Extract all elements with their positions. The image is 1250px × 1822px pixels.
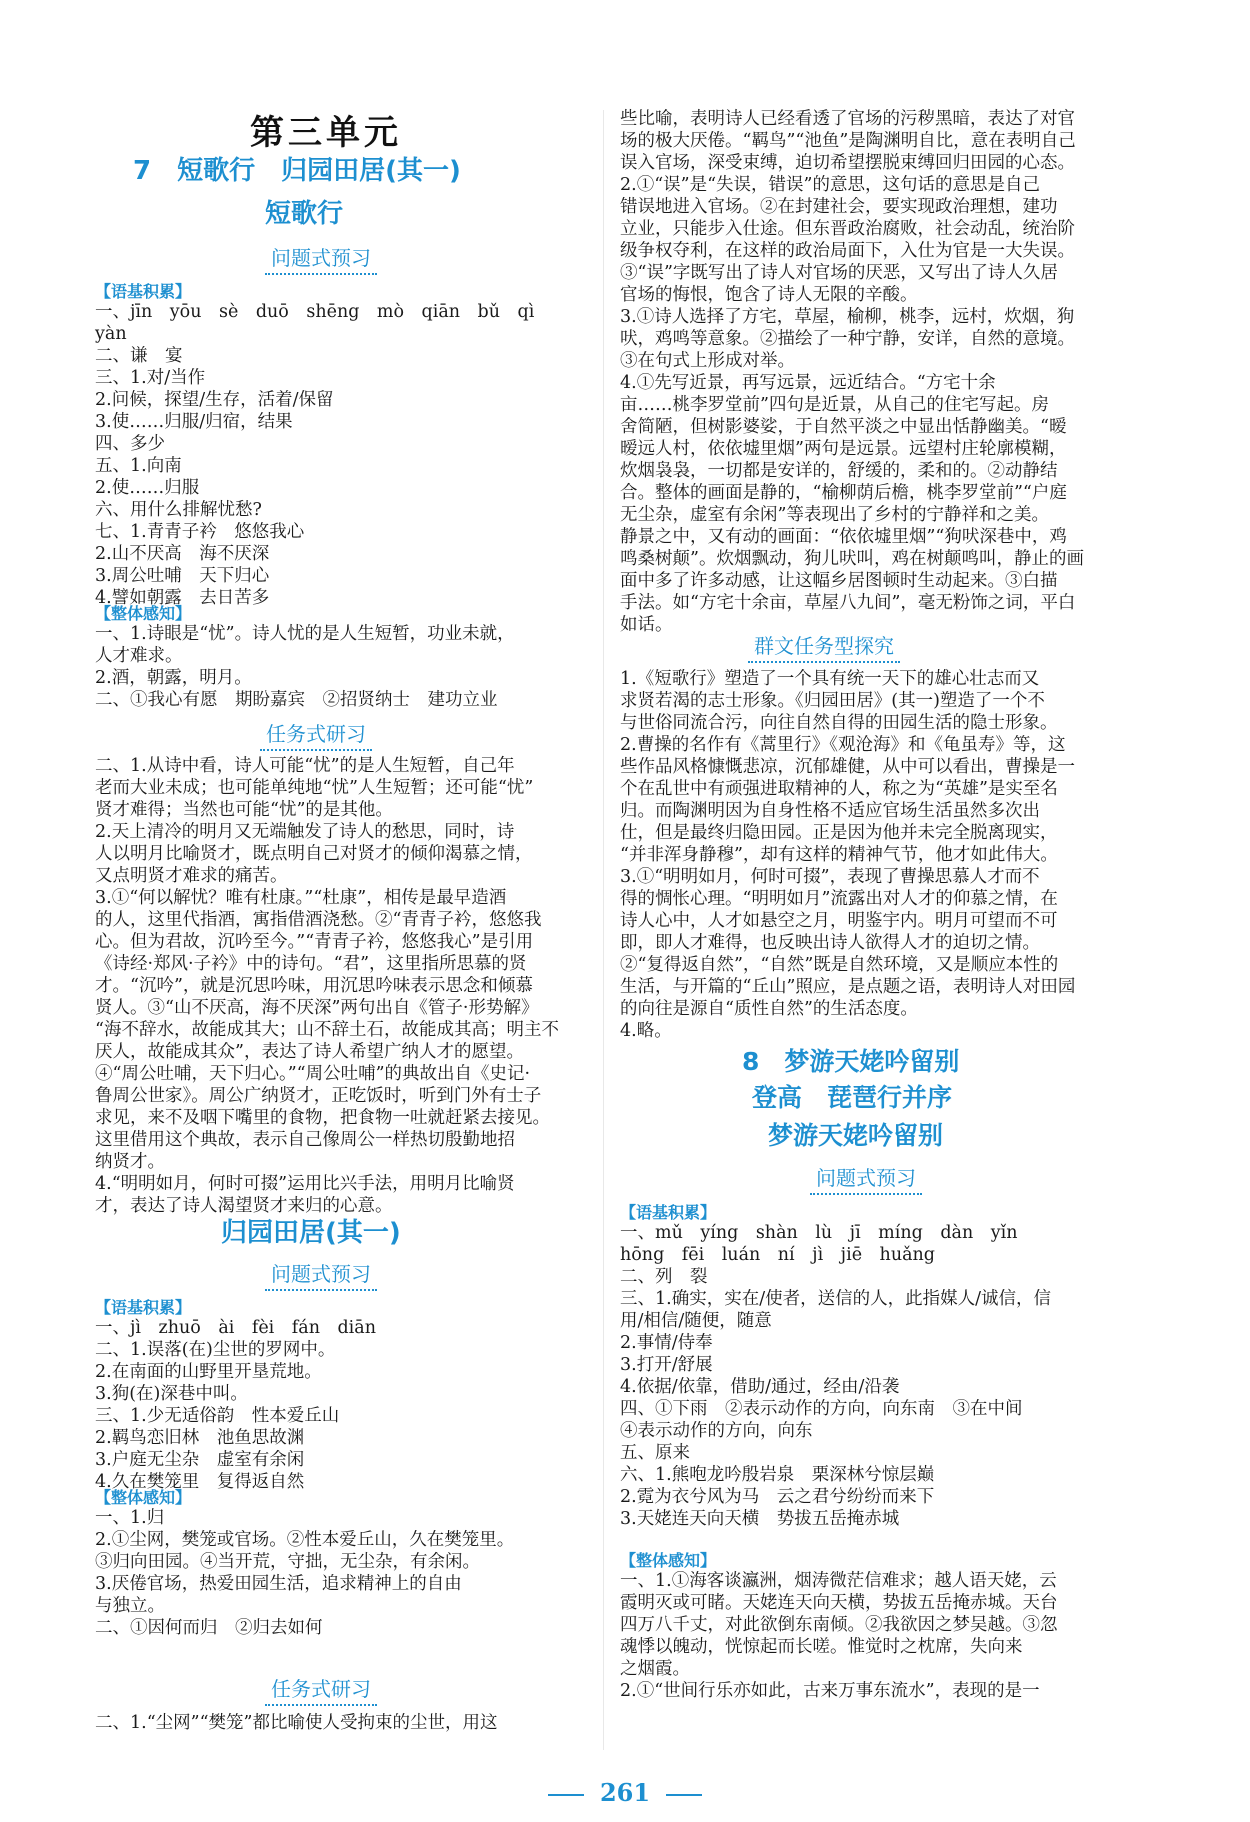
text-line: 面中多了许多动感，让这幅乡居图顿时生动起来。③白描 xyxy=(620,571,1058,591)
text-line: ④“周公吐哺，天下归心。”“周公吐哺”的典故出自《史记· xyxy=(95,1064,531,1084)
text-line: 一、1.①海客谈瀛洲，烟涛微茫信难求；越人语天姥，云 xyxy=(620,1571,1057,1591)
tag-vocabulary: 【语基积累】 xyxy=(95,1298,192,1317)
section-title-mengyou: 梦游天姥吟留别 xyxy=(768,1121,944,1150)
text-line: 4.久在樊笼里 复得返自然 xyxy=(95,1472,305,1492)
text-line: 之烟霞。 xyxy=(620,1659,690,1679)
text-line: 手法。如“方宅十余亩，草屋八九间”，毫无粉饰之词，平白 xyxy=(620,593,1076,613)
text-line: 合。整体的画面是静的，“榆柳荫后檐，桃李罗堂前”“户庭 xyxy=(620,483,1067,503)
text-line: 暧远人村，依依墟里烟”两句是远景。远望村庄轮廓模糊， xyxy=(620,439,1067,459)
text-line: 用/相信/随便，随意 xyxy=(620,1311,772,1331)
text-line: 3.户庭无尘杂 虚室有余闲 xyxy=(95,1450,305,1470)
text-line: 心。但为君故，沉吟至今。”“青青子衿，悠悠我心”是引用 xyxy=(95,932,534,952)
text-line: 些比喻，表明诗人已经看透了官场的污秽黑暗，表达了对官 xyxy=(620,109,1075,129)
text-line: hōng fēi luán ní jì jiē huǎng xyxy=(620,1245,935,1265)
text-line: 2.①尘网，樊笼或官场。②性本爱丘山，久在樊笼里。 xyxy=(95,1530,515,1550)
text-line: 二、①我心有愿 期盼嘉宾 ②招贤纳士 建功立业 xyxy=(95,690,498,710)
text-line: 一、jīn yōu sè duō shēng mò qiān bǔ qì xyxy=(95,302,535,322)
text-line: ③在句式上形成对举。 xyxy=(620,351,795,371)
text-line: 立业，只能步入仕途。但东晋政治腐败，社会动乱，统治阶 xyxy=(620,219,1075,239)
text-line: 2.①“世间行乐亦如此，古来万事东流水”，表现的是一 xyxy=(620,1681,1040,1701)
text-line: 鸣桑树颠”。炊烟飘动，狗儿吠叫，鸡在树颠鸣叫，静止的画 xyxy=(620,549,1084,569)
text-line: ③“误”字既写出了诗人对官场的厌恶，又写出了诗人久居 xyxy=(620,263,1058,283)
text-line: 鲁周公世家》。周公广纳贤才，正吃饭时，听到门外有士子 xyxy=(95,1086,542,1106)
text-line: 如话。 xyxy=(620,615,673,635)
subheading-preview: 问题式预习 xyxy=(265,242,377,271)
text-line: 二、列 裂 xyxy=(620,1267,708,1287)
text-line: 人才难求。 xyxy=(95,646,183,666)
text-line: 四、①下雨 ②表示动作的方向，向东南 ③在中间 xyxy=(620,1399,1023,1419)
text-line: 二、1.误落(在)尘世的罗网中。 xyxy=(95,1340,336,1360)
text-line: 诗人心中，人才如悬空之月，明鉴宇内。明月可望而不可 xyxy=(620,911,1058,931)
text-line: 3.天姥连天向天横 势拔五岳掩赤城 xyxy=(620,1509,900,1529)
text-line: 魂悸以魄动，恍惊起而长嗟。惟觉时之枕席，失向来 xyxy=(620,1637,1023,1657)
text-line: 亩……桃李罗堂前”四句是近景，从自己的住宅写起。房 xyxy=(620,395,1049,415)
text-line: 2.使……归服 xyxy=(95,478,200,498)
text-line: ④表示动作的方向，向东 xyxy=(620,1421,813,1441)
text-line: 霞明灭或可睹。天姥连天向天横，势拔五岳掩赤城。天台 xyxy=(620,1593,1058,1613)
text-line: 五、1.向南 xyxy=(95,456,182,476)
chapter-8-subtitle: 登高 琵琶行并序 xyxy=(752,1083,953,1112)
text-line: 些作品风格慷慨悲凉，沉郁雄健，从中可以看出，曹操是一 xyxy=(620,757,1075,777)
text-line: 求见，来不及咽下嘴里的食物，把食物一吐就赶紧去接见。 xyxy=(95,1108,550,1128)
text-line: 六、用什么排解忧愁? xyxy=(95,500,262,520)
tag-overall: 【整体感知】 xyxy=(620,1551,717,1570)
text-line: 误入官场，深受束缚，迫切希望摆脱束缚回归田园的心态。 xyxy=(620,153,1075,173)
text-line: 一、jì zhuō ài fèi fán diān xyxy=(95,1318,376,1338)
text-line: 3.使……归服/归宿，结果 xyxy=(95,412,293,432)
text-line: 一、1.诗眼是“忧”。诗人忧的是人生短暂，功业未就， xyxy=(95,624,515,644)
text-line: 1.《短歌行》塑造了一个具有统一天下的雄心壮志而又 xyxy=(620,669,1040,689)
chapter-7-title: 7 短歌行 归园田居(其一) xyxy=(133,156,461,186)
text-line: 级争权夺利，在这样的政治局面下，入仕为官是一大失误。 xyxy=(620,241,1075,261)
tag-vocabulary: 【语基积累】 xyxy=(620,1203,717,1222)
subheading-study: 任务式研习 xyxy=(260,718,372,747)
tag-overall: 【整体感知】 xyxy=(95,1488,192,1507)
tag-overall: 【整体感知】 xyxy=(95,604,192,623)
text-line: 3.狗(在)深巷中叫。 xyxy=(95,1384,248,1404)
column-divider xyxy=(603,110,604,1750)
text-line: 一、1.归 xyxy=(95,1508,165,1528)
text-line: 3.①诗人选择了方宅，草屋，榆柳，桃李，远村，炊烟，狗 xyxy=(620,307,1075,327)
text-line: 2.山不厌高 海不厌深 xyxy=(95,544,270,564)
text-line: 人以明月比喻贤才，既点明自己对贤才的倾仰渴慕之情， xyxy=(95,844,533,864)
page-number-footer xyxy=(0,1778,1250,1807)
text-line: 4.譬如朝露 去日苦多 xyxy=(95,588,270,608)
text-line: 2.在南面的山野里开垦荒地。 xyxy=(95,1362,322,1382)
page-number: 261 xyxy=(599,1778,651,1807)
text-line: 贤人。③“山不厌高，海不厌深”两句出自《管子·形势解》 xyxy=(95,998,539,1018)
text-line: 静景之中，又有动的画面：“依依墟里烟”“狗吠深巷中，鸡 xyxy=(620,527,1067,547)
unit-title: 第三单元 xyxy=(250,113,402,153)
text-line: ③归向田园。④当开荒，守拙，无尘杂，有余闲。 xyxy=(95,1552,480,1572)
text-line: 又点明贤才难求的痛苦。 xyxy=(95,866,288,886)
text-line: 七、1.青青子衿 悠悠我心 xyxy=(95,522,305,542)
text-line: 才。“沉吟”，就是沉思吟味，用沉思吟味表示思念和倾慕 xyxy=(95,976,533,996)
subheading-preview: 问题式预习 xyxy=(265,1258,377,1287)
text-line: 吠，鸡鸣等意象。②描绘了一种宁静，安详，自然的意境。 xyxy=(620,329,1075,349)
chapter-8-title: 8 梦游天姥吟留别 xyxy=(742,1047,960,1076)
text-line: 炊烟袅袅，一切都是安详的，舒缓的，柔和的。②动静结 xyxy=(620,461,1058,481)
text-line: 求贤若渴的志士形象。《归园田居》(其一)塑造了一个不 xyxy=(620,691,1045,711)
text-line: 二、1.“尘网”“樊笼”都比喻使人受拘束的尘世，用这 xyxy=(95,1713,498,1733)
text-line: 仕，但是最终归隐田园。正是因为他并未完全脱离现实， xyxy=(620,823,1058,843)
subheading-study: 任务式研习 xyxy=(265,1673,377,1702)
text-line: 《诗经·郑风·子衿》中的诗句。“君”，这里指所思慕的贤 xyxy=(95,954,527,974)
text-line: 四、多少 xyxy=(95,434,165,454)
section-title-duangexing: 短歌行 xyxy=(265,199,344,229)
text-line: 二、①因何而归 ②归去如何 xyxy=(95,1618,323,1638)
text-line: 一、mǔ yíng shàn lù jī míng dàn yǐn xyxy=(620,1223,1018,1243)
text-line: 二、1.从诗中看，诗人可能“忧”的是人生短暂，自己年 xyxy=(95,756,515,776)
text-line: 生活，与开篇的“丘山”照应，是点题之语，表明诗人对田园 xyxy=(620,977,1076,997)
text-line: 纳贤才。 xyxy=(95,1152,165,1172)
tag-vocabulary: 【语基积累】 xyxy=(95,282,192,301)
section-title-guiyuantianju: 归园田居(其一) xyxy=(221,1218,401,1248)
text-line: 归。而陶渊明因为自身性格不适应官场生活虽然多次出 xyxy=(620,801,1040,821)
text-line: 五、原来 xyxy=(620,1443,690,1463)
text-line: 这里借用这个典故，表示自己像周公一样热切殷勤地招 xyxy=(95,1130,515,1150)
text-line: 2.曹操的名作有《蒿里行》《观沧海》和《龟虽寿》等，这 xyxy=(620,735,1066,755)
text-line: 3.打开/舒展 xyxy=(620,1355,713,1375)
text-line: 的向往是源自“质性自然”的生活态度。 xyxy=(620,999,918,1019)
text-line: 才，表达了诗人渴望贤才来归的心意。 xyxy=(95,1196,393,1216)
text-line: 三、1.确实，实在/使者，送信的人，此指媒人/诚信，信 xyxy=(620,1289,1051,1309)
text-line: 老而大业未成；也可能单纯地“忧”人生短暂；还可能“忧” xyxy=(95,778,534,798)
text-line: 4.略。 xyxy=(620,1021,672,1041)
text-line: 官场的悔恨，饱含了诗人无限的辛酸。 xyxy=(620,285,918,305)
text-line: 与独立。 xyxy=(95,1596,165,1616)
text-line: 无尘杂，虚室有余闲”等表现出了乡村的宁静祥和之美。 xyxy=(620,505,1049,525)
text-line: “海不辞水，故能成其大；山不辞土石，故能成其高；明主不 xyxy=(95,1020,559,1040)
text-line: 3.周公吐哺 天下归心 xyxy=(95,566,270,586)
text-line: 四万八千丈，对此欲倒东南倾。②我欲因之梦吴越。③忽 xyxy=(620,1615,1058,1635)
text-line: 个在乱世中有顽强进取精神的人，称之为“英雄”是实至名 xyxy=(620,779,1058,799)
text-line: 2.事情/侍奉 xyxy=(620,1333,713,1353)
text-line: 2.天上清冷的明月又无端触发了诗人的愁思，同时，诗 xyxy=(95,822,515,842)
subheading-preview: 问题式预习 xyxy=(810,1162,922,1191)
text-line: 3.厌倦官场，热爱田园生活，追求精神上的自由 xyxy=(95,1574,462,1594)
text-line: 二、谦 宴 xyxy=(95,346,183,366)
text-line: 4.依据/依靠，借助/通过，经由/沿袭 xyxy=(620,1377,900,1397)
text-line: 贤才难得；当然也可能“忧”的是其他。 xyxy=(95,800,393,820)
text-line: 3.①“何以解忧？唯有杜康。”“杜康”，相传是最早造酒 xyxy=(95,888,507,908)
text-line: 得的惆怅心理。“明明如月”流露出对人才的仰慕之情，在 xyxy=(620,889,1058,909)
text-line: ②“复得返自然”，“自然”既是自然环境，又是顺应本性的 xyxy=(620,955,1059,975)
text-line: 三、1.对/当作 xyxy=(95,368,206,388)
text-line: 2.霓为衣兮风为马 云之君兮纷纷而来下 xyxy=(620,1487,935,1507)
text-line: 厌人，故能成其众”，表达了诗人希望广纳人才的愿望。 xyxy=(95,1042,524,1062)
subheading-group-task: 群文任务型探究 xyxy=(748,630,900,659)
text-line: “并非浑身静穆”，却有这样的精神气节，他才如此伟大。 xyxy=(620,845,1058,865)
text-line: 2.羁鸟恋旧林 池鱼思故渊 xyxy=(95,1428,305,1448)
text-line: 3.①“明明如月，何时可掇”，表现了曹操思慕人才而不 xyxy=(620,867,1040,887)
text-line: 与世俗同流合污，向往自然自得的田园生活的隐士形象。 xyxy=(620,713,1058,733)
text-line: 三、1.少无适俗韵 性本爱丘山 xyxy=(95,1406,340,1426)
text-line: 场的极大厌倦。“羁鸟”“池鱼”是陶渊明自比，意在表明自己 xyxy=(620,131,1076,151)
text-line: yàn xyxy=(95,324,127,344)
text-line: 错误地进入官场。②在封建社会，要实现政治理想，建功 xyxy=(620,197,1058,217)
text-line: 六、1.熊咆龙吟殷岩泉 栗深林兮惊层巅 xyxy=(620,1465,935,1485)
text-line: 即，即人才难得，也反映出诗人欲得人才的迫切之情。 xyxy=(620,933,1040,953)
text-line: 4.①先写近景，再写远景，远近结合。“方宅十余 xyxy=(620,373,996,393)
text-line: 2.问候，探望/生存，活着/保留 xyxy=(95,390,334,410)
text-line: 2.①“误”是“失误，错误”的意思，这句话的意思是自己 xyxy=(620,175,1040,195)
text-line: 4.“明明如月，何时可掇”运用比兴手法，用明月比喻贤 xyxy=(95,1174,515,1194)
text-line: 舍简陋，但树影婆娑，于自然平淡之中显出恬静幽美。“暧 xyxy=(620,417,1067,437)
text-line: 2.酒，朝露，明月。 xyxy=(95,668,252,688)
text-line: 的人，这里代指酒，寓指借酒浇愁。②“青青子衿，悠悠我 xyxy=(95,910,542,930)
